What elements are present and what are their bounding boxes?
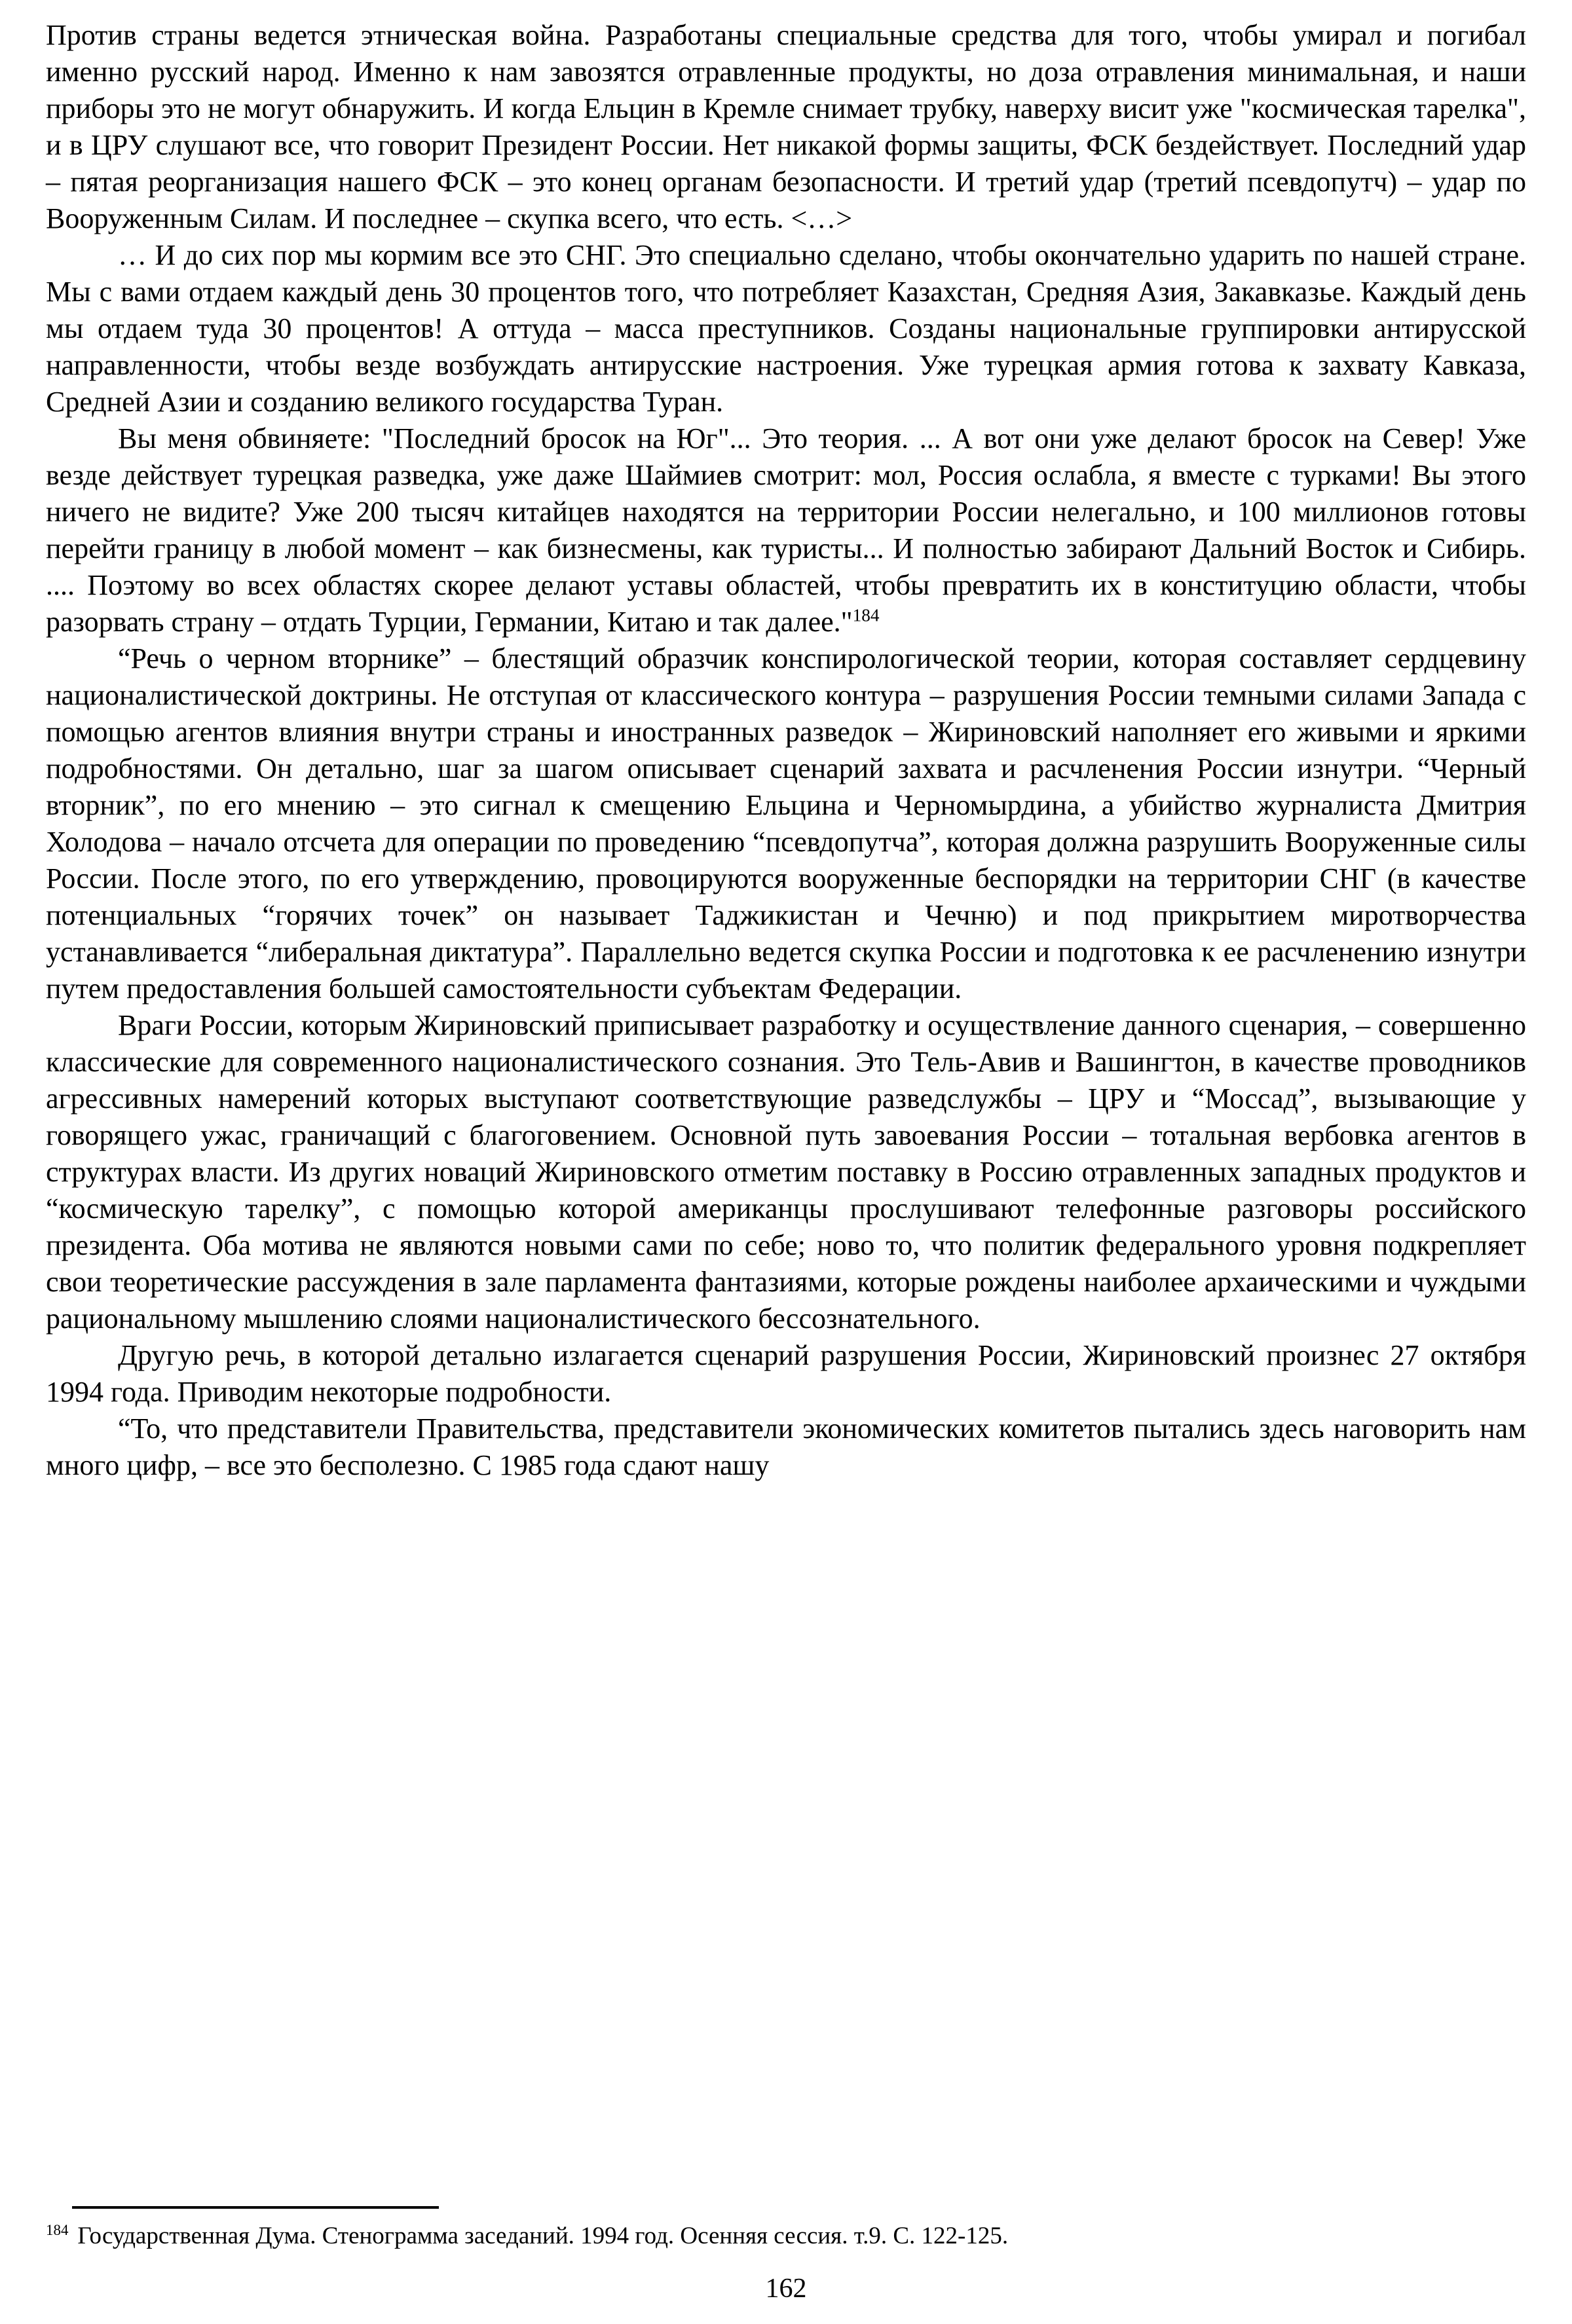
- paragraph-2: [46, 237, 1526, 420]
- paragraph-1: [46, 17, 1526, 237]
- paragraph-7-text: “То, что представители Правительства, представители экономических комитетов пытались здесь наговорить нам много цифр, – все это бесполезно. С 1985 года сдают нашу: [46, 1412, 1526, 1481]
- paragraph-3: [46, 420, 1526, 640]
- body-text: [46, 17, 1526, 1484]
- footnote-ref-marker: 184: [852, 605, 880, 625]
- footnote-separator: [72, 2206, 439, 2209]
- footnote-text: Государственная Дума. Стенограмма заседаний. 1994 год. Осенняя сессия. т.9. С. 122-125.: [77, 2223, 1009, 2249]
- footnote-number: 184: [46, 2221, 69, 2238]
- footnote-block: [46, 2206, 1526, 2252]
- paragraph-5: [46, 1007, 1526, 1337]
- paragraph-7: [46, 1411, 1526, 1484]
- footnote: [46, 2221, 1526, 2252]
- paragraph-4: [46, 640, 1526, 1007]
- paragraph-6: [46, 1337, 1526, 1411]
- paragraph-5-text: Враги России, которым Жириновский приписывает разработку и осуществление данного сценария, – совершенно классические для современного националистического сознания. Это Тель-Авив и Вашингтон, в качестве проводников агрессивных намерений которых выступают соответствующие разведслужбы – ЦРУ и “Моссад”, вызывающие у говорящего ужас, граничащий с благоговением. Основной путь завоевания России – тотальная вербовка агентов в структурах власти. Из других новаций Жириновского отметим поставку в Россию отравленных западных продуктов и “космическую тарелку”, с помощью которой американцы прослушивают телефонные разговоры российского президента. Оба мотива не являются новыми сами по себе; ново то, что политик федерального уровня подкрепляет свои теоретические рассуждения в зале парламента фантазиями, которые рождены наиболее архаическими и чуждыми рациональному мышлению слоями националистического бессознательного.: [46, 1009, 1526, 1335]
- page-number: 162: [765, 2274, 807, 2304]
- paragraph-6-text: Другую речь, в которой детально излагается сценарий разрушения России, Жириновский произнес 27 октября 1994 года. Приводим некоторые подробности.: [46, 1339, 1526, 1408]
- paragraph-1-text: Против страны ведется этническая война. Разработаны специальные средства для того, чтобы умирал и погибал именно русский народ. Именно к нам завозятся отравленные продукты, но доза отравления минимальная, и наши приборы это не могут обнаружить. И когда Ельцин в Кремле снимает трубку, наверху висит уже "космическая тарелка", и в ЦРУ слушают все, что говорит Президент России. Нет никакой формы защиты, ФСК бездействует. Последний удар – пятая реорганизация нашего ФСК – это конец органам безопасности. И третий удар (третий псевдопутч) – удар по Вооруженным Силам. И последнее – скупка всего, что есть. <…>: [46, 19, 1526, 234]
- paragraph-3-text: Вы меня обвиняете: "Последний бросок на Юг"... Это теория. ... А вот они уже делают бросок на Север! Уже везде действует турецкая разведка, уже даже Шаймиев смотрит: мол, Россия ослабла, я вместе с турками! Вы этого ничего не видите? Уже 200 тысяч китайцев находятся на территории России нелегально, и 100 миллионов готовы перейти границу в любой момент – как бизнесмены, как туристы... И полностью забирают Дальний Восток и Сибирь. .... Поэтому во всех областях скорее делают уставы областей, чтобы превратить их в конституцию области, чтобы разорвать страну – отдать Турции, Германии, Китаю и так далее.": [46, 422, 1526, 638]
- paragraph-2-text: … И до сих пор мы кормим все это СНГ. Это специально сделано, чтобы окончательно ударить по нашей стране. Мы с вами отдаем каждый день 30 процентов того, что потребляет Казахстан, Средняя Азия, Закавказье. Каждый день мы отдаем туда 30 процентов! А оттуда – масса преступников. Созданы национальные группировки антирусской направленности, чтобы везде возбуждать антирусские настроения. Уже турецкая армия готова к захвату Кавказа, Средней Азии и созданию великого государства Туран.: [46, 239, 1526, 418]
- paragraph-4-text: “Речь о черном вторнике” – блестящий образчик конспирологической теории, которая составляет сердцевину националистической доктрины. Не отступая от классического контура – разрушения России темными силами Запада с помощью агентов влияния внутри страны и иностранных разведок – Жириновский наполняет его живыми и яркими подробностями. Он детально, шаг за шагом описывает сценарий захвата и расчленения России изнутри. “Черный вторник”, по его мнению – это сигнал к смещению Ельцина и Черномырдина, а убийство журналиста Дмитрия Холодова – начало отсчета для операции по проведению “псевдопутча”, которая должна разрушить Вооруженные силы России. После этого, по его утверждению, провоцируются вооруженные беспорядки на территории СНГ (в качестве потенциальных “горячих точек” он называет Таджикистан и Чечню) и под прикрытием миротворчества устанавливается “либеральная диктатура”. Параллельно ведется скупка России и подготовка к ее расчленению изнутри путем предоставления большей самостоятельности субъектам Федерации.: [46, 642, 1526, 1005]
